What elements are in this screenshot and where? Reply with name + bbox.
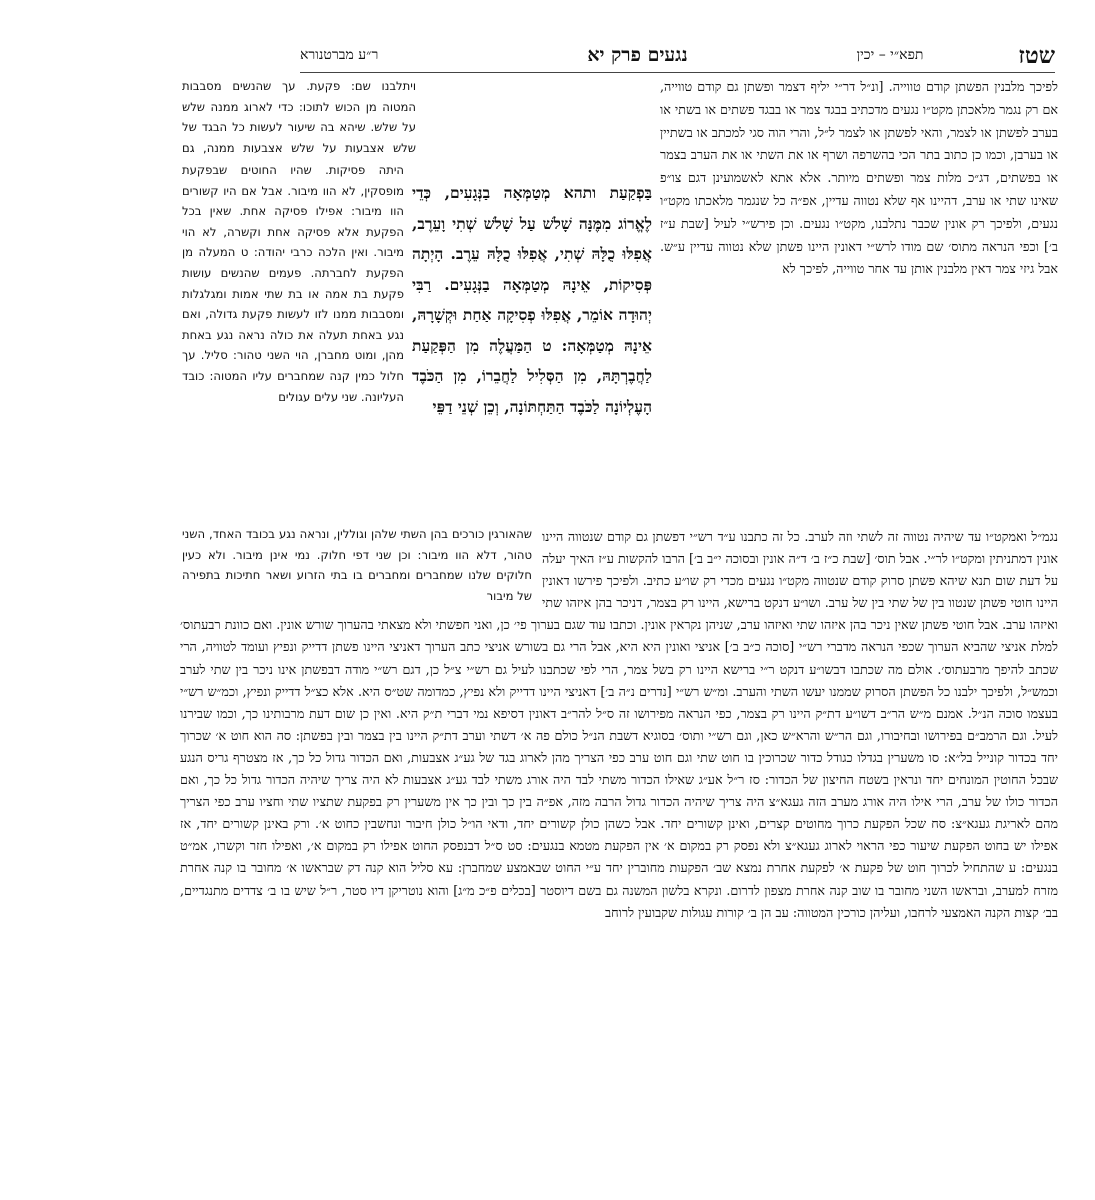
tiferet-bottom-block	[180, 526, 1058, 1146]
page-header	[300, 40, 1055, 70]
bartenura-side-block	[182, 160, 404, 524]
tiferet-right-block	[660, 76, 1058, 524]
header-rule	[300, 72, 1055, 73]
mishna-text: בַּפְקַעַת ותהא מְטַמְּאָה בַנְּגָעִים, כְּדֵי לֶאֱרוֹג מִמֶּנָּה שָׁלשׁ עַל שָׁלשׁ שְׁתִי וָעֵרֶב, אֲפִלּוּ כֻלָּהּ שְׁתִי, אֲפִלּוּ כֻלָּהּ עֵרֶב. הָיְתָה פְּסִיקוֹת, אֵינָהּ מְטַמְּאָה בַנְּגָעִים. רַבִּי יְהוּדָה אוֹמֵר, אֲפִלּוּ פְסִיקָה אַחַת וּקְשָׁרָהּ, אֵינָהּ מְטַמְּאָה: ט הַמַּעֲלֶה מִן הַפְּקַעַת לַחֲבֶרְתָּהּ, מִן הַסְּלִיל לַחֲבֵרוֹ, מִן הַכֹּבֶד הָעֶלְיוֹנָה לַכֹּבֶד הַתַּחְתּוֹנָה, וְכֵן שְׁנֵי דַפֵּי	[412, 183, 652, 416]
bartenura-side-text: היתה פסיקות. שהיו החוטים שבפקעת מופסקין, לא הוו מיבור. אבל אם היו קשורים הוו מיבור: אפילו פסיקה אחת. שאין בכל הפקעת אלא פסיקה אחת וקשרה, לא הוי מיבור. ואין הלכה כרבי יהודה: ט המעלה מן הפקעת לחברתה. פעמים שהנשים עושות פקעת בת אמה או בת שתי אמות ומגלגלות ומסבבות ממנו לזו לעשות פקעת גדולה, ואם נגע באחת תעלה את כולה נראה נגע באחת מהן, ומוט מחברן, הוי השני טהור: סליל. עך חלול כמין קנה שמחברים עליו המטוה: כובד העליונה. שני עלים עגולים	[182, 163, 404, 404]
tiferet-range-label: תפא״י – יכין	[856, 46, 924, 63]
bartenura-top-text: ויתלבנו שם: פקעת. עך שהנשים מסבבות המטוה מן הכוש לתוכו: כדי לארוג ממנה שלש על שלש. שיהא בה שיעור לעשות כל הבגד של שלש אצבעות על שלש אצבעות ממנה, גם	[182, 79, 416, 155]
spacer	[180, 526, 542, 610]
folio-number: שטז	[1018, 41, 1055, 69]
tiferet-right-text: לפיכך מלבנין הפשתן קודם טווייה. [ונ״ל דר״י יליף דצמר ופשתן גם קודם טווייה, אם רק נגמר מלאכתן מקט״ו נגעים מדכתיב בבגד צמר או בבגד פשתים או בשתי או בערב לפשתן או לצמר, והאי לפשתן או לצמר ל״ל, והרי הוה סגי למכתב או בשתיין או בערבן, וכמו כן כתוב בתר הכי בהשרפה ושרף או את השתי או את הערב בצמר או בפשתים, דג״כ מלות צמר ופשתים מיותר. אלא אתא לאשמועינן דגם צו״פ שאינו שתי או ערב, דהיינו אף שלא נטווה עדיין, אפ״ה כל שנגמר מלאכתו מקט״ו נגעים, ולפיכך רק אונין שכבר נתלבנו, מקט״ו נגעים. וכן פירש״י לעיל [שבת ע״ז ב׳] וכפי הנראה מתוס׳ שם מודו לרש״י דאונין היינו פשתן שלא נטווה עדיין ע״ש. אבל גיזי צמר דאין מלבנין אותן עד אחר טווייה, לפיכך לא	[660, 79, 1058, 277]
mishna-block	[412, 178, 652, 523]
bartenura-bottom-text: שהאורגין כורכים בהן השתי שלהן וגוללין, ונראה נגע בכובד האחד, השני טהור, דלא הוו מיבור: וכן שני דפי חלוק. נמי אינן מיבור. ולא כעין חלוקים שלנו שמחברים ומחברים בו בתי הזרוע ושאר חתיכות בתפירה של מיבור	[182, 527, 532, 603]
bartenura-top-block	[182, 76, 416, 159]
chapter-title: נגעים פרק יא	[587, 43, 688, 66]
tiferet-bottom-text: נגמ״ל ואמקט״ו עד שיהיה נטווה זה לשתי וזה לערב. כל זה כתבנו ע״ד רש״י דפשתן גם קודם שנטווה היינו אונין דמתניתין ומקט״ו לר״י. אבל תוס׳ [שבת כ״ז ב׳ ד״ה אונין ובסוכה י״ב ב׳] הרבו להקשות ע״ז האיך יעלה על דעת שום תנא שיהא פשתן סרוק קודם שנטווה מקט״ו נגעים מכדי רק שו״ע כתיב. ולפיכך פירשו דאונין היינו חוטי פשתן שנטוו בין של שתי בין של ערב. ושו״ע דנקט ברישא, היינו רק בצמר, דניכר בהן איזהו שתי ואיזהו ערב. אבל חוטי פשתן שאין ניכר בהן איזהו שתי ואיזהו ערב, שניהן נקראין אונין. וכתבו עוד שגם בערוך פי׳ כן, ואני חפשתי ולא מצאתי בהערוך שורש אונין. ואם כוונת רבעתוס׳ למלת אניצי שהביא הערוך שכפי הנראה מדברי רש״י [סוכה כ״ב ב׳] אניצי ואונין היא היא, אבל הרי גם בשורש אניצי כתב הערוך דאניצי היינו פשתן דדייק ונפיץ ועומד לטוויה, הרי שכתב להיפך מרבעתוס׳. אולם מה שכתבו דבשו״ע דנקט ר״י ברישא היינו רק בשל צמר, הרי לפי שכתבנו לעיל גם רש״י צ״ל כן, דגם רש״י מודה דבפשתן אינו ניכר בין שתי לערב וכמש״ל, ולפיכך ילבנו כל הפשתן הסרוק שממנו יעשו השתי והערב. ומ״ש רש״י [נדרים נ״ה ב׳] דאניצי היינו דדייק ולא נפיץ, כמדומה שט״ס היא. אלא כצ״ל דדייק ונפיץ, וכמ״ש רש״י בעצמו סוכה הנ״ל. אמנם מ״ש הר״ב דשו״ע דת״ק היינו רק בצמר, כפי הנראה מפירושו זה ס״ל להר״ב דאונין דסיפא נמי דברי ת״ק היא. ואין כן שום דעת מרבותינו כך, וכמו שבירנו לעיל. וגם הרמב״ם בפירושו ובחיבורו, וגם הר״ש והרא״ש כאן, וגם רש״י ותוס׳ בסוגיא דשבת הנ״ל כולם פה א׳ דשתי וערב דת״ק היינו בין בצמר ובין בפשתן: סה הוא חוט א׳ שכרוך יחד בכדור קונייל בל״א: סו משערין בגדלו כגודל כדור שכרוכין בו חוט שתי וגם חוט ערב כפי הצריך מהן לארוג בגד של גע״ג אצבעות, ואם הכדור גדול כל כך, אז מצטרף גריס הנגע שבכל החוטין המונחים יחד ונראין בשטח החיצון של הכדור: סז ר״ל אע״ג שאילו הכדור משתי לבד היה אורג משתי לבד גע״ג אצבעות לא היה צריך שיהיה הכדור גדול כל כך, ואם הכדור כולו של ערב, הרי אילו היה אורג מערב הזה געגא״צ היה צריך שיהיה הכדור גדול הרבה מזה, אפ״ה בין כך ובין כך אין משערין רק בפקעת שתציו שתי וחציו ערב כפי הצריך מהם לאריגת געגא״צ: סח שכל הפקעת כרוך מחוטים קצרים, ואינן קשורים יחד. אבל כשהן כולן קשורים יחד, ודאי הו״ל כולן חיבור ונחשבין כחוט א׳. ורק באינן קשורים יחד, אז אפילו יש בחוט הפקעת שיעור כפי הראוי לארוג געגא״צ ולא נפסק רק במקום א׳ אין הפקעת מטמא בנגעים: סט ס״ל דבנפסק החוט אפילו רק במקום א׳, ואפילו חזר וקשרו, אמ״ט בנגעים: ע שהתחיל לכרוך חוט של פקעת א׳ לפקעת אחרת נמצא שב׳ הפקעות מחוברין יחד ע״י החוט שבאמצע שמחברן: עא סליל הוא קנה דק שבראשו א׳ מחובר בו קנה אחרת מזרח למערב, ובראשו השני מחובר בו שוב קנה אחרת מצפון לדרום. ונקרא בלשון המשנה גם בשם דיוסטר [בכלים פ״כ מ״ג] והוא נוטריקן דיו סטר, ר״ל שיש בו ב׳ צדדים מתנגדיים, בב׳ קצות הקנה האמצעי לרחבו, ועליהן כורכין המטווה: עב הן ב׳ קורות עגולות שקבועין לרוחב	[180, 529, 1058, 920]
commentary-title: ר״ע מברטנורא	[300, 46, 379, 63]
